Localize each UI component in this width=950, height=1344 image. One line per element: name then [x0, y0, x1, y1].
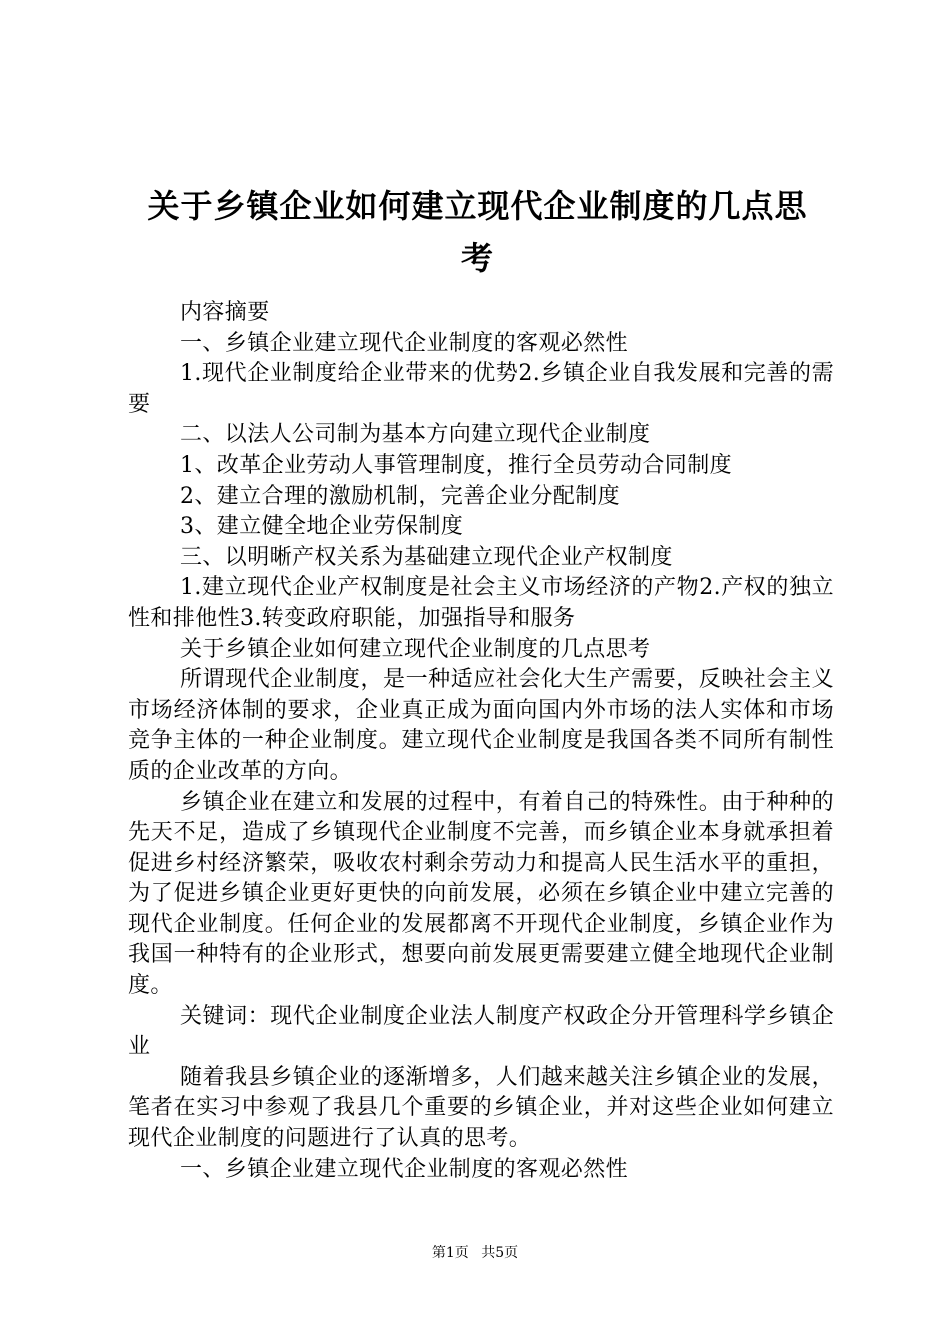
paragraph-outline-3-items: 1.建立现代企业产权制度是社会主义市场经济的产物2.产权的独立性和排他性3.转变政府职能，加强指导和服务 — [128, 575, 834, 631]
paragraph-keywords: 关键词：现代企业制度企业法人制度产权政企分开管理科学乡镇企业 — [128, 1003, 834, 1060]
paragraph-outline-2-item-3: 3、建立健全地企业劳保制度 — [180, 514, 464, 540]
page-footer — [0, 1243, 950, 1263]
paragraph-subtitle: 关于乡镇企业如何建立现代企业制度的几点思考 — [180, 636, 651, 662]
paragraph-outline-1-items: 1.现代企业制度给企业带来的优势2.乡镇企业自我发展和完善的需要 — [128, 361, 834, 417]
paragraph-outline-2: 二、以法人公司制为基本方向建立现代企业制度 — [180, 422, 651, 448]
title-line-1: 关于乡镇企业如何建立现代企业制度的几点思 — [147, 187, 808, 225]
paragraph-outline-2-item-1: 1、改革企业劳动人事管理制度，推行全员劳动合同制度 — [180, 452, 732, 478]
document-body — [128, 298, 834, 1185]
paragraph-outline-1: 一、乡镇企业建立现代企业制度的客观必然性 — [180, 330, 629, 356]
document-title — [120, 180, 835, 284]
paragraph-section-heading: 一、乡镇企业建立现代企业制度的客观必然性 — [180, 1156, 629, 1182]
paragraph-outline-2-item-2: 2、建立合理的激励机制，完善企业分配制度 — [180, 483, 620, 509]
page-number: 第1页 — [431, 1245, 469, 1261]
title-line-2: 考 — [460, 239, 494, 277]
paragraph-body: 所谓现代企业制度，是一种适应社会化大生产需要，反映社会主义市场经济体制的要求，企业真正成为面向国内外市场的法人实体和市场竞争主体的一种企业制度。建立现代企业制度是我国各类不同所有制性质的企业改革的方向。 — [128, 667, 834, 784]
paragraph-body: 随着我县乡镇企业的逐渐增多，人们越来越关注乡镇企业的发展，笔者在实习中参观了我县几个重要的乡镇企业，并对这些企业如何建立现代企业制度的问题进行了认真的思考。 — [128, 1064, 834, 1152]
paragraph-body: 乡镇企业在建立和发展的过程中，有着自己的特殊性。由于种种的先天不足，造成了乡镇现代企业制度不完善，而乡镇企业本身就承担着促进乡村经济繁荣，吸收农村剩余劳动力和提高人民生活水平的重担，为了促进乡镇企业更好更快的向前发展，必须在乡镇企业中建立完善的现代企业制度。任何企业的发展都离不开现代企业制度，乡镇企业作为我国一种特有的企业形式，想要向前发展更需要建立健全地现代企业制度。 — [128, 789, 834, 999]
paragraph-abstract-heading: 内容摘要 — [180, 300, 270, 325]
paragraph-outline-3: 三、以明晰产权关系为基础建立现代企业产权制度 — [180, 544, 673, 570]
page-count: 共5页 — [481, 1245, 519, 1261]
